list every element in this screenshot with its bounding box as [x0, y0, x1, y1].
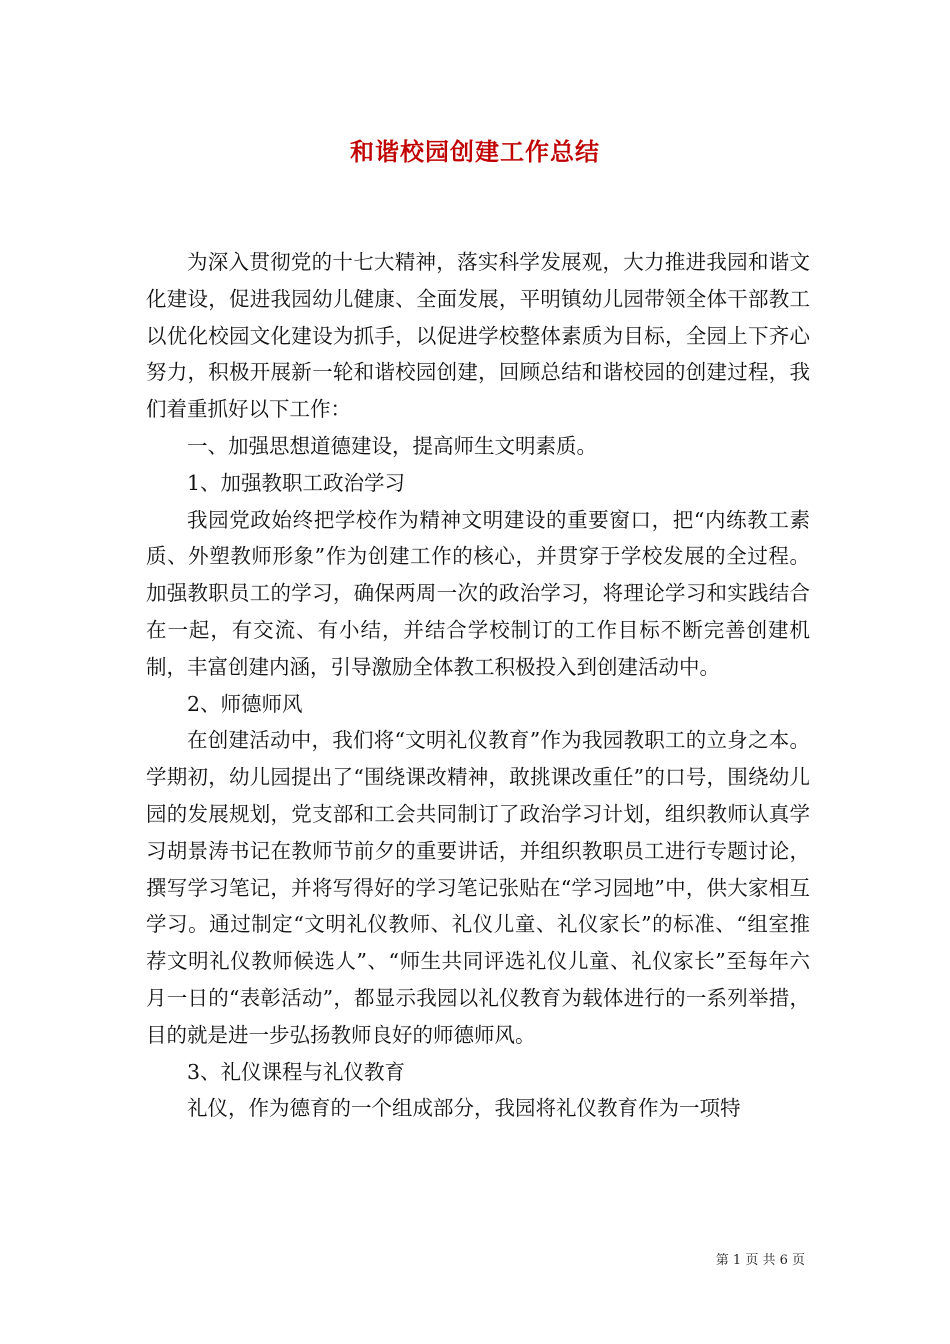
section-heading-1: 一、加强思想道德建设，提高师生文明素质。 — [187, 433, 597, 458]
page-number-footer: 第 1 页 共 6 页 — [715, 1253, 805, 1268]
paragraph-political-study: 我园党政始终把学校作为精神文明建设的重要窗口，把“内练教工素质、外塑教师形象”作为创建工作的核心，并贯穿于学校发展的全过程。加强教职员工的学习，确保两周一次的政治学习，将理论学习和实践结合在一起，有交流、有小结，并结合学校制订的工作目标不断完善创建机制，丰富创建内涵，引导激励全体教工积极投入到创建活动中。 — [146, 507, 810, 679]
document-title: 和谐校园创建工作总结 — [350, 137, 600, 166]
subsection-heading-1: 1、加强教职工政治学习 — [187, 470, 406, 495]
paragraph-intro: 为深入贯彻党的十七大精神，落实科学发展观，大力推进我园和谐文化建设，促进我园幼儿健康、全面发展，平明镇幼儿园带领全体干部教工以优化校园文化建设为抓手，以促进学校整体素质为目标，全园上下齐心努力，积极开展新一轮和谐校园创建，回顾总结和谐校园的创建过程，我们着重抓好以下工作： — [146, 250, 810, 422]
subsection-heading-3: 3、礼仪课程与礼仪教育 — [187, 1059, 406, 1084]
document-body — [146, 244, 810, 1127]
paragraph-etiquette: 礼仪，作为德育的一个组成部分，我园将礼仪教育作为一项特 — [187, 1096, 741, 1121]
paragraph-teacher-ethics: 在创建活动中，我们将“文明礼仪教育”作为我园教职工的立身之本。学期初，幼儿园提出了“围绕课改精神，敢挑课改重任”的口号，围绕幼儿园的发展规划，党支部和工会共同制订了政治学习计划，组织教师认真学习胡景涛书记在教师节前夕的重要讲话，并组织教职员工进行专题讨论，撰写学习笔记，并将写得好的学习笔记张贴在“学习园地”中，供大家相互学习。通过制定“文明礼仪教师、礼仪儿童、礼仪家长”的标准、“组室推荐文明礼仪教师候选人”、“师生共同评选礼仪儿童、礼仪家长”至每年六月一日的“表彰活动”，都显示我园以礼仪教育为载体进行的一系列举措，目的就是进一步弘扬教师良好的师德师风。 — [146, 728, 810, 1047]
subsection-heading-2: 2、师德师风 — [187, 691, 303, 716]
